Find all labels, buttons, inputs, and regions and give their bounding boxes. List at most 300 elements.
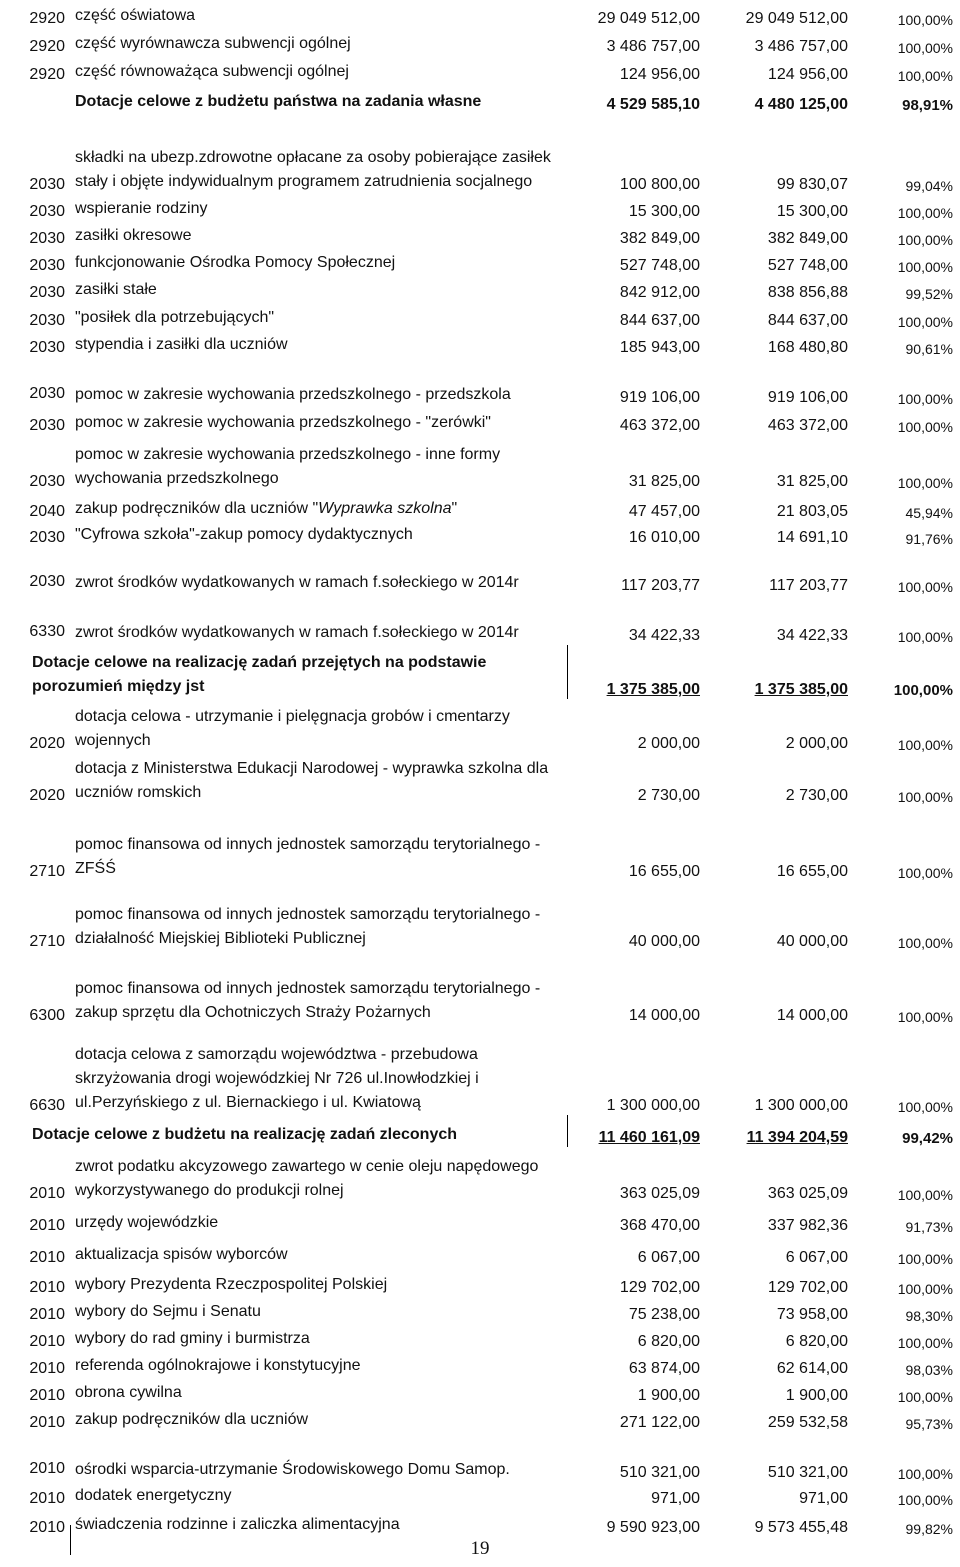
table-row [2, 1405, 959, 1432]
table-row [2, 248, 959, 275]
paragraph-code: 2030 [29, 284, 65, 301]
table-row [2, 805, 959, 881]
execution-percent [854, 28, 959, 56]
executed-amount [706, 330, 854, 357]
planned-amount-value: 6 820,00 [637, 1333, 700, 1350]
executed-amount-value: 1 375 385,00 [754, 681, 848, 698]
section-header-row [2, 84, 959, 114]
executed-amount [706, 1324, 854, 1351]
item-description: pomoc finansowa od innych jednostek samorządu terytorialnego - działalność Miejskiej Biblioteki Publicznej [75, 906, 541, 947]
executed-amount-value: 4 480 125,00 [754, 96, 848, 113]
execution-percent [854, 114, 959, 194]
table-row [2, 1351, 959, 1378]
executed-amount [706, 1378, 854, 1405]
execution-percent [854, 951, 959, 1025]
execution-percent-value: 90,61% [905, 341, 953, 357]
executed-amount-value: 2 000,00 [785, 735, 848, 752]
planned-amount-value: 11 460 161,09 [598, 1129, 700, 1146]
planned-amount-value: 844 637,00 [619, 312, 700, 329]
executed-amount [706, 699, 854, 753]
item-description: dodatek energetyczny [75, 1487, 232, 1504]
item-description: pomoc w zakresie wychowania przedszkolnego - inne formy wychowania przedszkolnego [75, 446, 501, 487]
item-description: pomoc w zakresie wychowania przedszkolnego - "zerówki" [75, 414, 491, 431]
planned-amount [567, 1508, 706, 1537]
item-description: część równoważąca subwencji ogólnej [75, 63, 349, 80]
executed-amount [706, 28, 854, 56]
execution-percent [854, 491, 959, 521]
planned-amount-value: 463 372,00 [619, 417, 700, 434]
item-description: obrona cywilna [75, 1384, 182, 1401]
execution-percent-value: 100,00% [897, 629, 953, 645]
paragraph-code: 2020 [29, 787, 65, 804]
executed-amount [706, 0, 854, 28]
executed-amount [706, 1025, 854, 1115]
execution-percent-value: 100,00% [897, 232, 953, 248]
execution-percent [854, 645, 959, 699]
paragraph-code: 2020 [29, 735, 65, 752]
executed-amount-value: 168 480,80 [767, 339, 848, 356]
paragraph-code: 2030 [29, 573, 65, 590]
executed-amount-value: 382 849,00 [767, 230, 848, 247]
execution-percent [854, 275, 959, 302]
planned-amount-value: 271 122,00 [619, 1414, 700, 1431]
paragraph-code: 2010 [29, 1217, 65, 1234]
table-row [2, 302, 959, 330]
execution-percent-value: 98,30% [905, 1308, 953, 1324]
table-row [2, 1324, 959, 1351]
table-row [2, 951, 959, 1025]
execution-percent-value: 99,04% [905, 178, 953, 194]
planned-amount [567, 1025, 706, 1115]
planned-amount [567, 1405, 706, 1432]
income-table-body [2, 0, 959, 1537]
section-title: Dotacje celowe z budżetu na realizację zadań zleconych [2, 1115, 567, 1147]
execution-percent [854, 1147, 959, 1203]
planned-amount [567, 1267, 706, 1297]
paragraph-code: 2010 [29, 1360, 65, 1377]
paragraph-code: 2710 [29, 863, 65, 880]
executed-amount [706, 547, 854, 595]
planned-amount [567, 1351, 706, 1378]
table-row [2, 221, 959, 248]
planned-amount-value: 40 000,00 [628, 933, 700, 950]
table-row [2, 56, 959, 84]
paragraph-code: 2010 [29, 1490, 65, 1507]
table-row [2, 275, 959, 302]
executed-amount [706, 1508, 854, 1537]
executed-amount [706, 194, 854, 221]
table-row [2, 1203, 959, 1235]
executed-amount-value: 21 803,05 [776, 503, 848, 520]
execution-percent [854, 0, 959, 28]
executed-amount-value: 919 106,00 [767, 389, 848, 406]
executed-amount [706, 1351, 854, 1378]
table-row [2, 881, 959, 951]
execution-percent-value: 99,52% [905, 286, 953, 302]
item-description: zakup podręczników dla uczniów "Wyprawka szkolna" [75, 500, 458, 517]
planned-amount [567, 302, 706, 330]
table-row [2, 357, 959, 407]
paragraph-code: 2010 [29, 1414, 65, 1431]
executed-amount [706, 491, 854, 521]
executed-amount-value: 838 856,88 [767, 284, 848, 301]
executed-amount-value: 14 691,10 [776, 529, 848, 546]
item-description: pomoc finansowa od innych jednostek samorządu terytorialnego - zakup sprzętu dla Ochotniczych Straży Pożarnych [75, 980, 541, 1021]
planned-amount-value: 363 025,09 [619, 1185, 700, 1202]
execution-percent-value: 98,03% [905, 1362, 953, 1378]
executed-amount-value: 117 203,77 [769, 577, 848, 594]
table-row [2, 407, 959, 435]
planned-amount [567, 1378, 706, 1405]
planned-amount-value: 1 900,00 [637, 1387, 700, 1404]
execution-percent-value: 100,00% [897, 419, 953, 435]
execution-percent [854, 407, 959, 435]
section-title: Dotacje celowe z budżetu państwa na zadania własne [75, 93, 482, 110]
executed-amount [706, 248, 854, 275]
item-description: część oświatowa [75, 7, 196, 24]
execution-percent [854, 1432, 959, 1482]
executed-amount [706, 407, 854, 435]
executed-amount-value: 16 655,00 [776, 863, 848, 880]
paragraph-code: 2030 [29, 417, 65, 434]
execution-percent-value: 100,00% [897, 1099, 953, 1115]
planned-amount-value: 971,00 [651, 1490, 700, 1507]
planned-amount [567, 435, 706, 491]
paragraph-code: 2920 [29, 38, 65, 55]
paragraph-code: 2010 [29, 1306, 65, 1323]
planned-amount-value: 34 422,33 [628, 627, 700, 644]
item-description: dotacja celowa - utrzymanie i pielęgnacja grobów i cmentarzy wojennych [75, 708, 510, 749]
execution-percent [854, 1351, 959, 1378]
execution-percent [854, 1025, 959, 1115]
execution-percent [854, 805, 959, 881]
execution-percent-value: 100,00% [897, 737, 953, 753]
planned-amount [567, 951, 706, 1025]
execution-percent [854, 1508, 959, 1537]
page-number: 19 [470, 1538, 490, 1559]
planned-amount [567, 28, 706, 56]
executed-amount [706, 1235, 854, 1267]
paragraph-code: 2030 [29, 312, 65, 329]
planned-amount [567, 1147, 706, 1203]
executed-amount-value: 259 532,58 [767, 1414, 848, 1431]
execution-percent-value: 100,00% [897, 1335, 953, 1351]
planned-amount [567, 595, 706, 645]
executed-amount [706, 1267, 854, 1297]
execution-percent-value: 100,00% [897, 1251, 953, 1267]
executed-amount-value: 129 702,00 [767, 1279, 848, 1296]
paragraph-code: 2920 [29, 66, 65, 83]
item-description: zasiłki okresowe [75, 227, 192, 244]
execution-percent-value: 100,00% [897, 579, 953, 595]
table-row [2, 330, 959, 357]
executed-amount-value: 971,00 [799, 1490, 848, 1507]
planned-amount-value: 15 300,00 [628, 203, 700, 220]
table-row [2, 521, 959, 547]
executed-amount [706, 56, 854, 84]
item-description: ośrodki wsparcia-utrzymanie Środowiskowego Domu Samop. [75, 1461, 510, 1478]
execution-percent [854, 547, 959, 595]
table-row [2, 1147, 959, 1203]
executed-amount-value: 1 900,00 [785, 1387, 848, 1404]
execution-percent-value: 91,76% [905, 531, 953, 547]
executed-amount-value: 40 000,00 [776, 933, 848, 950]
paragraph-code: 2010 [29, 1249, 65, 1266]
paragraph-code: 2030 [29, 339, 65, 356]
execution-percent [854, 595, 959, 645]
item-description: "Cyfrowa szkoła"-zakup pomocy dydaktycznych [75, 526, 413, 543]
execution-percent [854, 1378, 959, 1405]
executed-amount [706, 114, 854, 194]
execution-percent [854, 1115, 959, 1147]
item-description: aktualizacja spisów wyborców [75, 1246, 288, 1263]
table-row [2, 194, 959, 221]
item-description: część wyrównawcza subwencji ogólnej [75, 35, 351, 52]
planned-amount [567, 357, 706, 407]
execution-percent-value: 100,00% [897, 935, 953, 951]
item-description: wybory Prezydenta Rzeczpospolitej Polskiej [75, 1276, 388, 1293]
executed-amount-value: 527 748,00 [767, 257, 848, 274]
planned-amount-value: 63 874,00 [628, 1360, 700, 1377]
section-header-row [2, 1115, 959, 1147]
planned-amount [567, 248, 706, 275]
execution-percent-value: 100,00% [897, 1281, 953, 1297]
executed-amount [706, 881, 854, 951]
paragraph-code: 2010 [29, 1460, 65, 1477]
planned-amount [567, 1235, 706, 1267]
planned-amount [567, 521, 706, 547]
planned-amount-value: 1 300 000,00 [606, 1097, 700, 1114]
item-description: referenda ogólnokrajowe i konstytucyjne [75, 1357, 361, 1374]
section-title: Dotacje celowe na realizację zadań przejętych na podstawie porozumień między jst [2, 645, 567, 699]
executed-amount [706, 275, 854, 302]
execution-percent [854, 1324, 959, 1351]
executed-amount-value: 6 067,00 [785, 1249, 848, 1266]
executed-amount [706, 595, 854, 645]
planned-amount [567, 84, 706, 114]
paragraph-code: 2030 [29, 473, 65, 490]
execution-percent [854, 56, 959, 84]
planned-amount [567, 753, 706, 805]
execution-percent-value: 100,00% [897, 68, 953, 84]
paragraph-code: 2030 [29, 176, 65, 193]
executed-amount [706, 521, 854, 547]
planned-amount-value: 47 457,00 [628, 503, 700, 520]
paragraph-code: 2010 [29, 1333, 65, 1350]
executed-amount-value: 363 025,09 [767, 1185, 848, 1202]
paragraph-code: 2010 [29, 1519, 65, 1536]
executed-amount-value: 15 300,00 [776, 203, 848, 220]
execution-percent [854, 1297, 959, 1324]
executed-amount [706, 84, 854, 114]
planned-amount [567, 1324, 706, 1351]
section-code [2, 84, 71, 114]
executed-amount-value: 2 730,00 [785, 787, 848, 804]
item-description: funkcjonowanie Ośrodka Pomocy Społecznej [75, 254, 396, 271]
table-row [2, 0, 959, 28]
planned-amount [567, 407, 706, 435]
planned-amount [567, 805, 706, 881]
table-row [2, 1508, 959, 1537]
execution-percent-value: 98,91% [902, 97, 953, 114]
execution-percent-value: 99,42% [902, 1130, 953, 1147]
executed-amount [706, 1115, 854, 1147]
planned-amount [567, 1432, 706, 1482]
executed-amount [706, 1405, 854, 1432]
planned-amount-value: 6 067,00 [637, 1249, 700, 1266]
item-description: stypendia i zasiłki dla uczniów [75, 336, 288, 353]
execution-percent [854, 881, 959, 951]
planned-amount-value: 129 702,00 [619, 1279, 700, 1296]
item-description: wybory do rad gminy i burmistrza [75, 1330, 310, 1347]
planned-amount [567, 56, 706, 84]
item-description: dotacja z Ministerstwa Edukacji Narodowej - wyprawka szkolna dla uczniów romskich [75, 760, 549, 801]
planned-amount-value: 842 912,00 [619, 284, 700, 301]
table-row [2, 1378, 959, 1405]
section-header-row [2, 645, 959, 699]
execution-percent-value: 100,00% [897, 259, 953, 275]
planned-amount [567, 1203, 706, 1235]
executed-amount [706, 1203, 854, 1235]
execution-percent-value: 100,00% [897, 475, 953, 491]
item-description: wybory do Sejmu i Senatu [75, 1303, 261, 1320]
execution-percent-value: 100,00% [897, 40, 953, 56]
execution-percent [854, 753, 959, 805]
item-description: urzędy wojewódzkie [75, 1214, 219, 1231]
executed-amount [706, 1432, 854, 1482]
execution-percent-value: 100,00% [897, 865, 953, 881]
paragraph-code: 2030 [29, 529, 65, 546]
paragraph-code: 2710 [29, 933, 65, 950]
paragraph-code: 2010 [29, 1387, 65, 1404]
executed-amount [706, 435, 854, 491]
executed-amount-value: 11 394 204,59 [746, 1129, 848, 1146]
planned-amount-value: 4 529 585,10 [606, 96, 700, 113]
planned-amount-value: 3 486 757,00 [606, 38, 700, 55]
planned-amount-value: 382 849,00 [619, 230, 700, 247]
planned-amount [567, 0, 706, 28]
executed-amount-value: 34 422,33 [776, 627, 848, 644]
table-row [2, 1482, 959, 1508]
planned-amount-value: 117 203,77 [621, 577, 700, 594]
planned-amount-value: 2 000,00 [637, 735, 700, 752]
paragraph-code: 2030 [29, 257, 65, 274]
planned-amount-value: 16 655,00 [628, 863, 700, 880]
executed-amount-value: 844 637,00 [767, 312, 848, 329]
executed-amount [706, 1482, 854, 1508]
executed-amount-value: 73 958,00 [776, 1306, 848, 1323]
planned-amount [567, 491, 706, 521]
executed-amount [706, 357, 854, 407]
paragraph-code: 6330 [29, 623, 65, 640]
executed-amount-value: 510 321,00 [767, 1464, 848, 1481]
table-row [2, 1235, 959, 1267]
executed-amount [706, 1147, 854, 1203]
item-description: zwrot środków wydatkowanych w ramach f.sołeckiego w 2014r [75, 574, 519, 591]
executed-amount-value: 99 830,07 [776, 176, 848, 193]
planned-amount [567, 547, 706, 595]
planned-amount [567, 645, 706, 699]
paragraph-code: 2030 [29, 203, 65, 220]
execution-percent [854, 221, 959, 248]
planned-amount-value: 16 010,00 [628, 529, 700, 546]
paragraph-code: 2010 [29, 1279, 65, 1296]
executed-amount-value: 29 049 512,00 [745, 10, 848, 27]
execution-percent [854, 330, 959, 357]
planned-amount-value: 100 800,00 [619, 176, 700, 193]
execution-percent [854, 1203, 959, 1235]
item-description: pomoc finansowa od innych jednostek samorządu terytorialnego - ZFŚŚ [75, 836, 541, 877]
planned-amount-value: 185 943,00 [619, 339, 700, 356]
table-row [2, 28, 959, 56]
table-row [2, 699, 959, 753]
execution-percent [854, 194, 959, 221]
execution-percent [854, 1267, 959, 1297]
execution-percent-value: 100,00% [897, 1009, 953, 1025]
execution-percent-value: 91,73% [905, 1219, 953, 1235]
executed-amount-value: 124 956,00 [767, 66, 848, 83]
item-description: wspieranie rodziny [75, 200, 208, 217]
paragraph-code: 2040 [29, 503, 65, 520]
executed-amount [706, 302, 854, 330]
planned-amount-value: 1 375 385,00 [606, 681, 700, 698]
item-description: zakup podręczników dla uczniów [75, 1411, 309, 1428]
paragraph-code: 2010 [29, 1185, 65, 1202]
planned-amount-value: 9 590 923,00 [606, 1519, 700, 1536]
paragraph-code: 2030 [29, 385, 65, 402]
planned-amount-value: 75 238,00 [628, 1306, 700, 1323]
planned-amount-value: 527 748,00 [619, 257, 700, 274]
planned-amount-value: 29 049 512,00 [597, 10, 700, 27]
executed-amount-value: 9 573 455,48 [754, 1519, 848, 1536]
planned-amount-value: 14 000,00 [628, 1007, 700, 1024]
execution-percent [854, 248, 959, 275]
execution-percent [854, 84, 959, 114]
item-description: dotacja celowa z samorządu województwa - przebudowa skrzyżowania drogi wojewódzkiej Nr 726 ul.Inowłodzkiej i ul.Perzyńskiego z ul. Biernackiego i ul. Kwiatową [75, 1046, 479, 1111]
executed-amount-value: 337 982,36 [767, 1217, 848, 1234]
planned-amount [567, 194, 706, 221]
planned-amount-value: 919 106,00 [619, 389, 700, 406]
executed-amount-value: 463 372,00 [767, 417, 848, 434]
executed-amount-value: 6 820,00 [785, 1333, 848, 1350]
item-description: zwrot podatku akcyzowego zawartego w cenie oleju napędowego wykorzystywanego do produkcji rolnej [75, 1158, 539, 1199]
paragraph-code: 6300 [29, 1007, 65, 1024]
table-row [2, 1267, 959, 1297]
execution-percent-value: 100,00% [897, 12, 953, 28]
item-description: zasiłki stałe [75, 281, 157, 298]
execution-percent-value: 100,00% [897, 391, 953, 407]
item-description: pomoc w zakresie wychowania przedszkolnego - przedszkola [75, 386, 511, 403]
executed-amount-value: 31 825,00 [776, 473, 848, 490]
execution-percent-value: 100,00% [897, 1492, 953, 1508]
execution-percent-value: 95,73% [905, 1416, 953, 1432]
income-table [2, 0, 960, 1537]
execution-percent-value: 100,00% [897, 314, 953, 330]
execution-percent-value: 100,00% [897, 1187, 953, 1203]
execution-percent [854, 357, 959, 407]
table-row [2, 1025, 959, 1115]
execution-percent-value: 99,82% [905, 1521, 953, 1537]
executed-amount [706, 753, 854, 805]
planned-amount [567, 699, 706, 753]
planned-amount-value: 31 825,00 [628, 473, 700, 490]
paragraph-code: 6630 [29, 1097, 65, 1114]
table-row [2, 1432, 959, 1482]
planned-amount [567, 1482, 706, 1508]
table-row [2, 435, 959, 491]
paragraph-code: 2920 [29, 10, 65, 27]
table-row [2, 1297, 959, 1324]
